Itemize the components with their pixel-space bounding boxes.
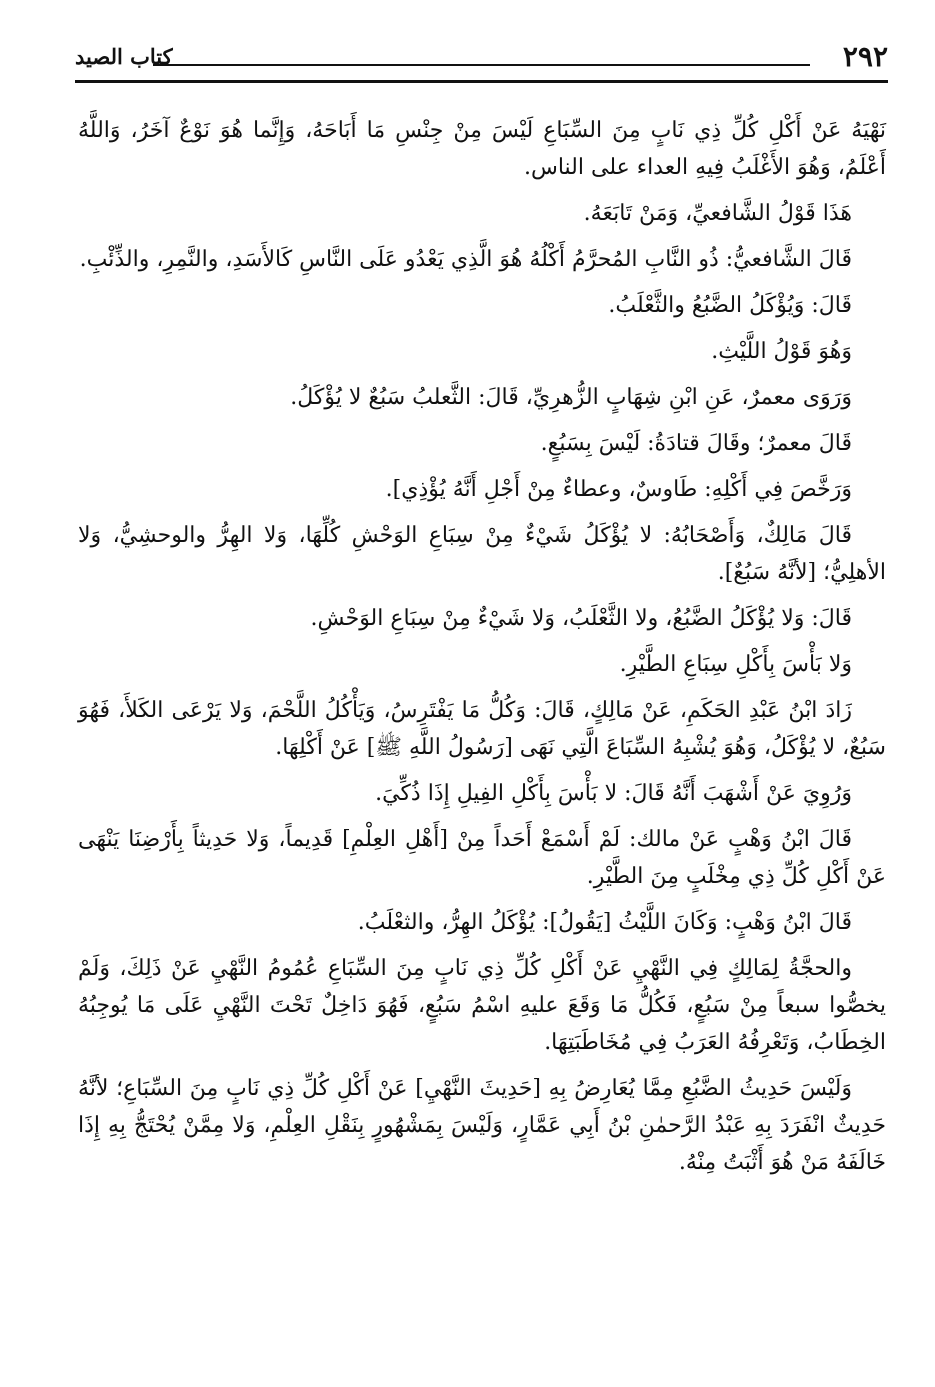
paragraph: وَرُوِيَ عَنْ أَشْهَبَ أَنَّهُ قَالَ: لا بَأْسَ بِأَكْلِ الفِيلِ إِذَا ذُكِّيَ. [375, 781, 852, 806]
paragraph: زَادَ ابْنُ عَبْدِ الحَكَمِ، عَنْ مَالِكٍ، قَالَ: وَكُلُّ مَا يَفْتَرِسُ، وَيَأْكُلُ اللَّحْمَ، وَلا يَرْعَى الكَلأَ، فَهُوَ سَبُعٌ، لا يُؤْكَلُ، وَهُوَ يُشْبِهُ السِّبَاعَ الَّتِي نَهَى [رَسُولُ اللَّهِ ﷺ] عَنْ أَكْلِهَا. [78, 698, 886, 760]
header-divider [75, 80, 888, 83]
page-number: ٢٩٢ [842, 40, 888, 73]
paragraph: قَالَ مَالِكٌ، وَأَصْحَابُهُ: لا يُؤْكَلُ شَيْءٌ مِنْ سِبَاعِ الوَحْشِ كُلِّهَا، وَلا الهِرُّ والوحشِيُّ، وَلا الأهلِيُّ؛ [لأنَّهُ سَبُعٌ]. [78, 523, 886, 585]
paragraph: قَالَ معمرٌ؛ وقَالَ قتادَةُ: لَيْسَ بِسَبُعٍ. [540, 431, 852, 456]
header-rule [153, 64, 810, 66]
paragraph: وَهُوَ قَوْلُ اللَّيْثِ. [711, 339, 852, 364]
paragraph: وَلَيْسَ حَدِيثُ الضَّبُعِ مِمَّا يُعَارِضُ بِهِ [حَدِيثَ النَّهْيِ] عَنْ أَكْلِ كُلِّ ذِي نَابٍ مِنَ السِّبَاعِ؛ لأنَّهُ حَدِيثٌ انْفَرَدَ بِهِ عَبْدُ الرَّحمٰنِ بْنُ أَبِي عَمَّارٍ، وَلَيْسَ بِمَشْهُورٍ بِنَقْلِ العِلْمِ، وَلا مِمَّنْ يُحْتَجُّ بِهِ إِذَا خَالَفَهُ مَنْ هُوَ أَثْبَتُ مِنْهُ. [78, 1076, 886, 1175]
paragraph: وَرَخَّصَ فِي أَكْلِهِ: طَاوسٌ، وعطاءٌ مِنْ أَجْلِ أَنَّهُ يُؤْذِي]. [385, 477, 852, 502]
paragraph: وَلا بَأْسَ بِأَكْلِ سِبَاعِ الطَّيْرِ. [619, 652, 852, 677]
paragraph: وَرَوَى معمرٌ، عَنِ ابْنِ شِهَابٍ الزُّهرِيِّ، قَالَ: الثَّعلبُ سَبُعٌ لا يُؤْكَلُ. [290, 385, 852, 410]
paragraph: نَهْيَهُ عَنْ أَكْلِ كُلِّ ذِي نَابٍ مِنَ السِّبَاعِ لَيْسَ مِنْ جِنْسِ مَا أَبَاحَهُ، وَإِنَّما هُوَ نَوْعٌ آخَرُ، وَاللَّهُ أَعْلَمُ، وَهُوَ الأَغْلَبُ فِيهِ العداء على الناس. [78, 118, 886, 180]
book-title: كتاب الصيد [75, 44, 173, 69]
paragraph: قَالَ: وَلا يُؤْكَلُ الضَّبُعُ، ولا الثَّعْلَبُ، وَلا شَيْءٌ مِنْ سِبَاعِ الوَحْشِ. [310, 606, 852, 631]
paragraph: والحجَّةُ لِمَالِكٍ فِي النَّهْيِ عَنْ أَكْلِ كُلِّ ذِي نَابٍ مِنَ السِّبَاعِ عُمُومُ النَّهْيِ عَنْ ذَلِكَ، وَلَمْ يخصُّوا سبعاً مِنْ سَبُعٍ، فَكُلُّ مَا وَقَعَ عليهِ اسْمُ سَبُعٍ، فَهُوَ دَاخِلٌ تَحْتَ النَّهْيِ عَلَى مَا يُوجِبُهُ الخِطَابُ، وَتَعْرِفُهُ العَرَبُ فِي مُخَاطَبَتِهَا. [78, 956, 886, 1055]
paragraph: قَالَ ابْنُ وَهْبٍ عَنْ مالك: لَمْ أَسْمَعْ أَحَداً مِنْ [أَهْلِ العِلْمِ] قَدِيماً، وَلا حَدِيثاً بِأَرْضِنَا يَنْهَى عَنْ أَكْلِ كُلِّ ذِي مِخْلَبٍ مِنَ الطَّيْرِ. [78, 827, 886, 889]
paragraph: قَالَ ابْنُ وَهْبٍ: وَكَانَ اللَّيْثُ [يَقُولُ]: يُؤْكَلُ الهِرُّ، والثعْلَبُ. [357, 910, 852, 935]
body-text [78, 112, 886, 1190]
paragraph: هَذَا قَوْلُ الشَّافعيِّ، وَمَنْ تَابَعَهُ. [583, 201, 852, 226]
paragraph: قَالَ: وَيُؤْكَلُ الضَّبُعُ والثَّعْلَبُ. [608, 293, 852, 318]
running-header [75, 38, 888, 78]
paragraph: قَالَ الشَّافعيُّ: ذُو النَّابِ المُحرَّمُ أَكْلُهُ هُوَ الَّذِي يَعْدُو عَلَى النَّاسِ كَالأَسَدِ، والنَّمِرِ، والذِّئْبِ. [79, 247, 852, 272]
